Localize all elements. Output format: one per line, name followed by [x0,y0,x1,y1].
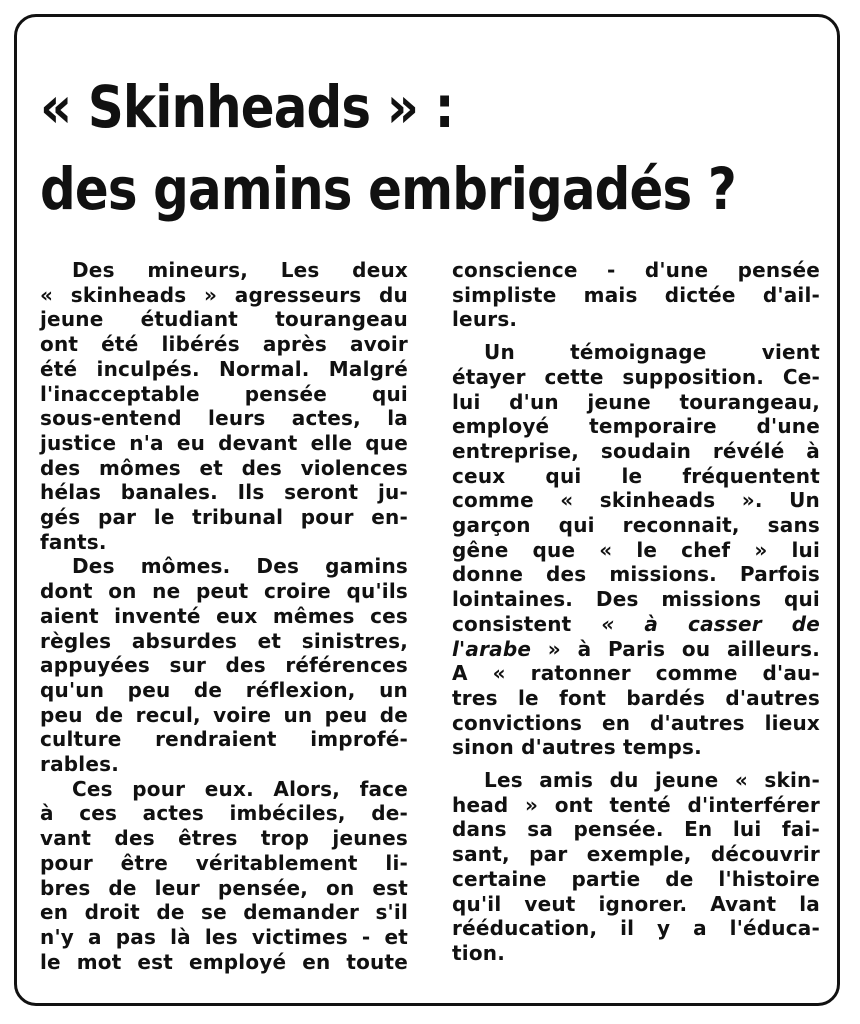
italic-quote: l'arabe [452,636,532,661]
text-line: rééducation, il y a l'éduca- [452,916,820,941]
text-line: jeune étudiant tourangeau [40,307,408,332]
text-line: rables. [40,752,119,777]
text-line: en droit de se demander s'il [40,900,408,925]
text-line: donne des missions. Parfois [452,562,820,587]
text-line: employé temporaire d'une [452,414,820,439]
text-line: n'y a pas là les victimes - et [40,924,408,949]
article-right-column [452,258,820,966]
text-line [452,637,820,662]
text-line: Ces pour eux. Alors, face [72,776,408,801]
text-line: ont été libérés après avoir [40,332,408,357]
text-fragment: consistent [452,611,602,636]
text-line: « skinheads » agresseurs du [40,282,408,307]
text-line: Des mineurs, Les deux [72,258,408,282]
text-line: étayer cette supposition. Ce- [452,364,820,389]
text-line: gêne que « le chef » lui [452,537,820,562]
text-line: été inculpés. Normal. Malgré [40,356,408,381]
text-line: appuyées sur des références [40,653,408,678]
text-line: sinon d'autres temps. [452,735,702,760]
text-line: head » ont tenté d'interférer [452,792,820,817]
text-line: Des mômes. Des gamins [72,554,408,579]
text-line: lui d'un jeune tourangeau, [452,389,820,414]
text-line: l'inacceptable pensée qui [40,381,408,406]
text-line: A « ratonner comme d'au- [452,661,820,686]
text-line: pour être véritablement li- [40,850,408,875]
text-line: hélas banales. Ils seront ju- [40,480,408,505]
text-line: tion. [452,940,505,965]
text-line: garçon qui reconnait, sans [452,513,820,538]
text-line: Un témoignage vient [484,340,820,365]
text-line: tres le font bardés d'autres [452,685,820,710]
text-line: fants. [40,529,107,554]
text-line: gés par le tribunal pour en- [40,505,408,530]
text-line: qu'il veut ignorer. Avant la [452,891,820,916]
text-line: conscience - d'une pensée [452,258,820,282]
text-line: qu'un peu de réflexion, un [40,677,408,702]
text-line: entreprise, soudain révélé à [452,438,820,463]
text-line: sant, par exemple, découvrir [452,842,820,867]
text-line: aient inventé eux mêmes ces [40,603,408,628]
text-line: dans sa pensée. En lui fai- [452,817,820,842]
text-line: comme « skinheads ». Un [452,488,820,513]
italic-quote: « à casser de [601,611,820,636]
text-line: dont on ne peut croire qu'ils [40,579,408,604]
text-line: règles absurdes et sinistres, [40,628,408,653]
headline-line-1: « Skinheads » : [40,73,454,141]
text-line: le mot est employé en toute [40,949,408,974]
text-line: certaine partie de l'histoire [452,866,820,891]
text-fragment: » à Paris ou ailleurs. [531,636,820,661]
text-line: bres de leur pensée, on est [40,875,408,900]
headline-line-2: des gamins embrigadés ? [40,155,736,223]
text-line: leurs. [452,307,518,332]
text-line: ceux qui le fréquentent [452,463,820,488]
text-line: simpliste mais dictée d'ail- [452,282,820,307]
article-left-column [40,258,408,974]
text-line: peu de recul, voire un peu de [40,702,408,727]
text-line: vant des êtres trop jeunes [40,826,408,851]
text-line [452,612,820,637]
text-line: convictions en d'autres lieux [452,710,820,735]
text-line: culture rendraient improfé- [40,727,408,752]
text-line: lointaines. Des missions qui [452,587,820,612]
text-line: des mômes et des violences [40,455,408,480]
text-line: à ces actes imbéciles, de- [40,801,408,826]
text-line: justice n'a eu devant elle que [40,430,408,455]
text-line: sous-entend leurs actes, la [40,406,408,431]
headline [40,66,736,230]
text-line: Les amis du jeune « skin- [484,768,820,793]
